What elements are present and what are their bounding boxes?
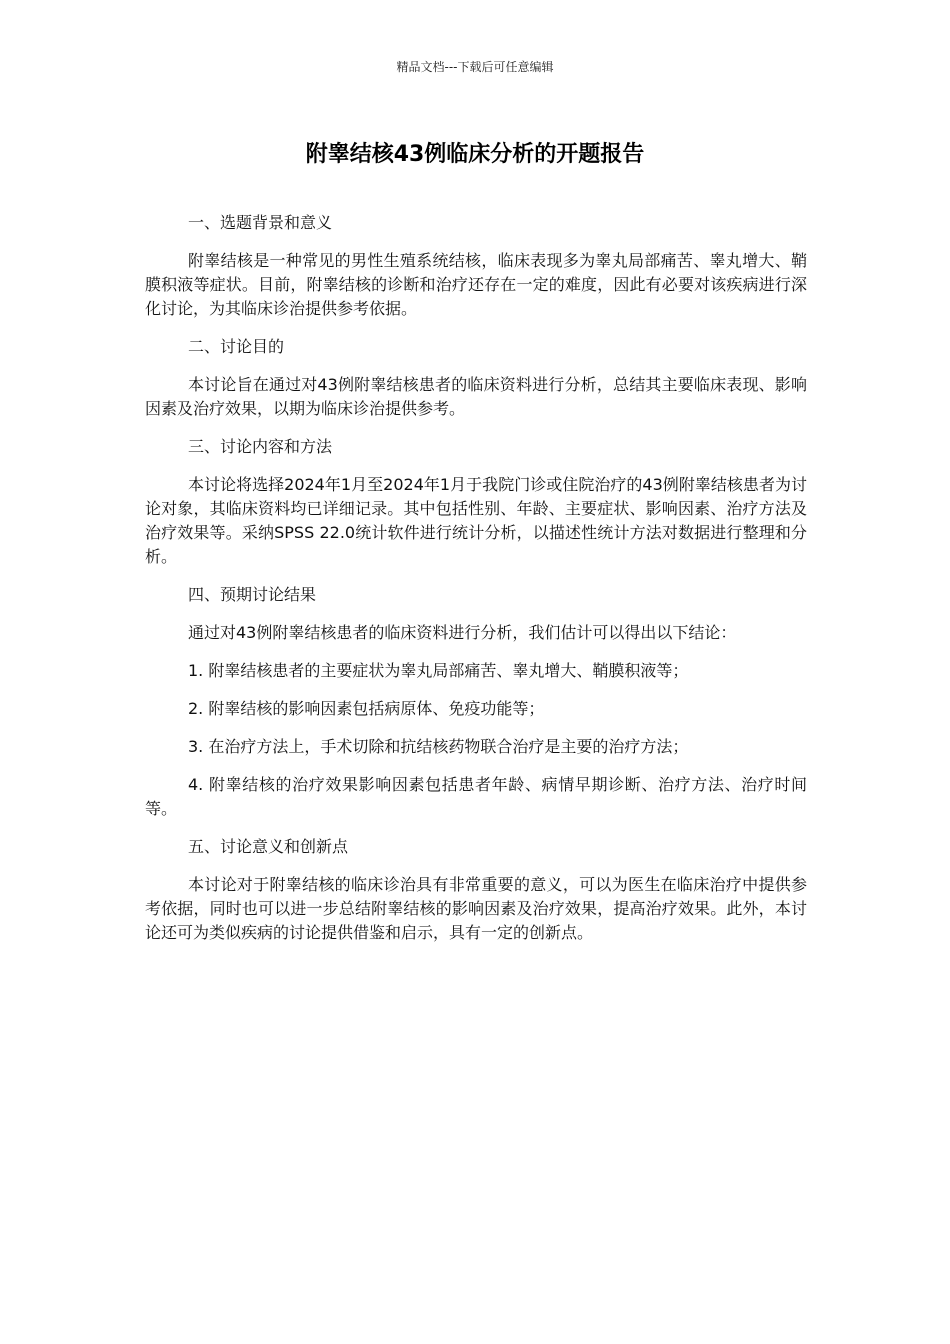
paragraph-expected-results: 通过对43例附睾结核患者的临床资料进行分析，我们估计可以得出以下结论：: [188, 623, 737, 642]
section-heading-purpose: 二、讨论目的: [188, 337, 285, 356]
list-item: 2. 附睾结核的影响因素包括病原体、免疫功能等；: [188, 699, 545, 718]
section-heading-significance: 五、讨论意义和创新点: [188, 837, 349, 856]
header-note: 精品文档---下载后可任意编辑: [396, 60, 554, 74]
list-item: 4. 附睾结核的治疗效果影响因素包括患者年龄、病情早期诊断、治疗方法、治疗时间等。: [145, 775, 807, 818]
list-item: 1. 附睾结核患者的主要症状为睾丸局部痛苦、睾丸增大、鞘膜积液等；: [188, 661, 689, 680]
list-item: 3. 在治疗方法上，手术切除和抗结核药物联合治疗是主要的治疗方法；: [188, 737, 689, 756]
document-body: [145, 211, 807, 959]
paragraph-significance: 本讨论对于附睾结核的临床诊治具有非常重要的意义，可以为医生在临床治疗中提供参考依据，同时也可以进一步总结附睾结核的影响因素及治疗效果，提高治疗效果。此外，本讨论还可为类似疾病的讨论提供借鉴和启示，具有一定的创新点。: [145, 875, 807, 942]
section-heading-expected-results: 四、预期讨论结果: [188, 585, 317, 604]
section-heading-methods: 三、讨论内容和方法: [188, 437, 333, 456]
paragraph-methods: 本讨论将选择2024年1月至2024年1月于我院门诊或住院治疗的43例附睾结核患者为讨论对象，其临床资料均已详细记录。其中包括性别、年龄、主要症状、影响因素、治疗方法及治疗效果等。采纳SPSS 22.0统计软件进行统计分析，以描述性统计方法对数据进行整理和分析。: [145, 475, 807, 566]
paragraph-purpose: 本讨论旨在通过对43例附睾结核患者的临床资料进行分析，总结其主要临床表现、影响因素及治疗效果，以期为临床诊治提供参考。: [145, 375, 807, 418]
section-heading-background: 一、选题背景和意义: [188, 213, 333, 232]
paragraph-background: 附睾结核是一种常见的男性生殖系统结核，临床表现多为睾丸局部痛苦、睾丸增大、鞘膜积液等症状。目前，附睾结核的诊断和治疗还存在一定的难度，因此有必要对该疾病进行深化讨论，为其临床诊治提供参考依据。: [145, 251, 807, 318]
document-title: 附睾结核43例临床分析的开题报告: [305, 142, 645, 167]
